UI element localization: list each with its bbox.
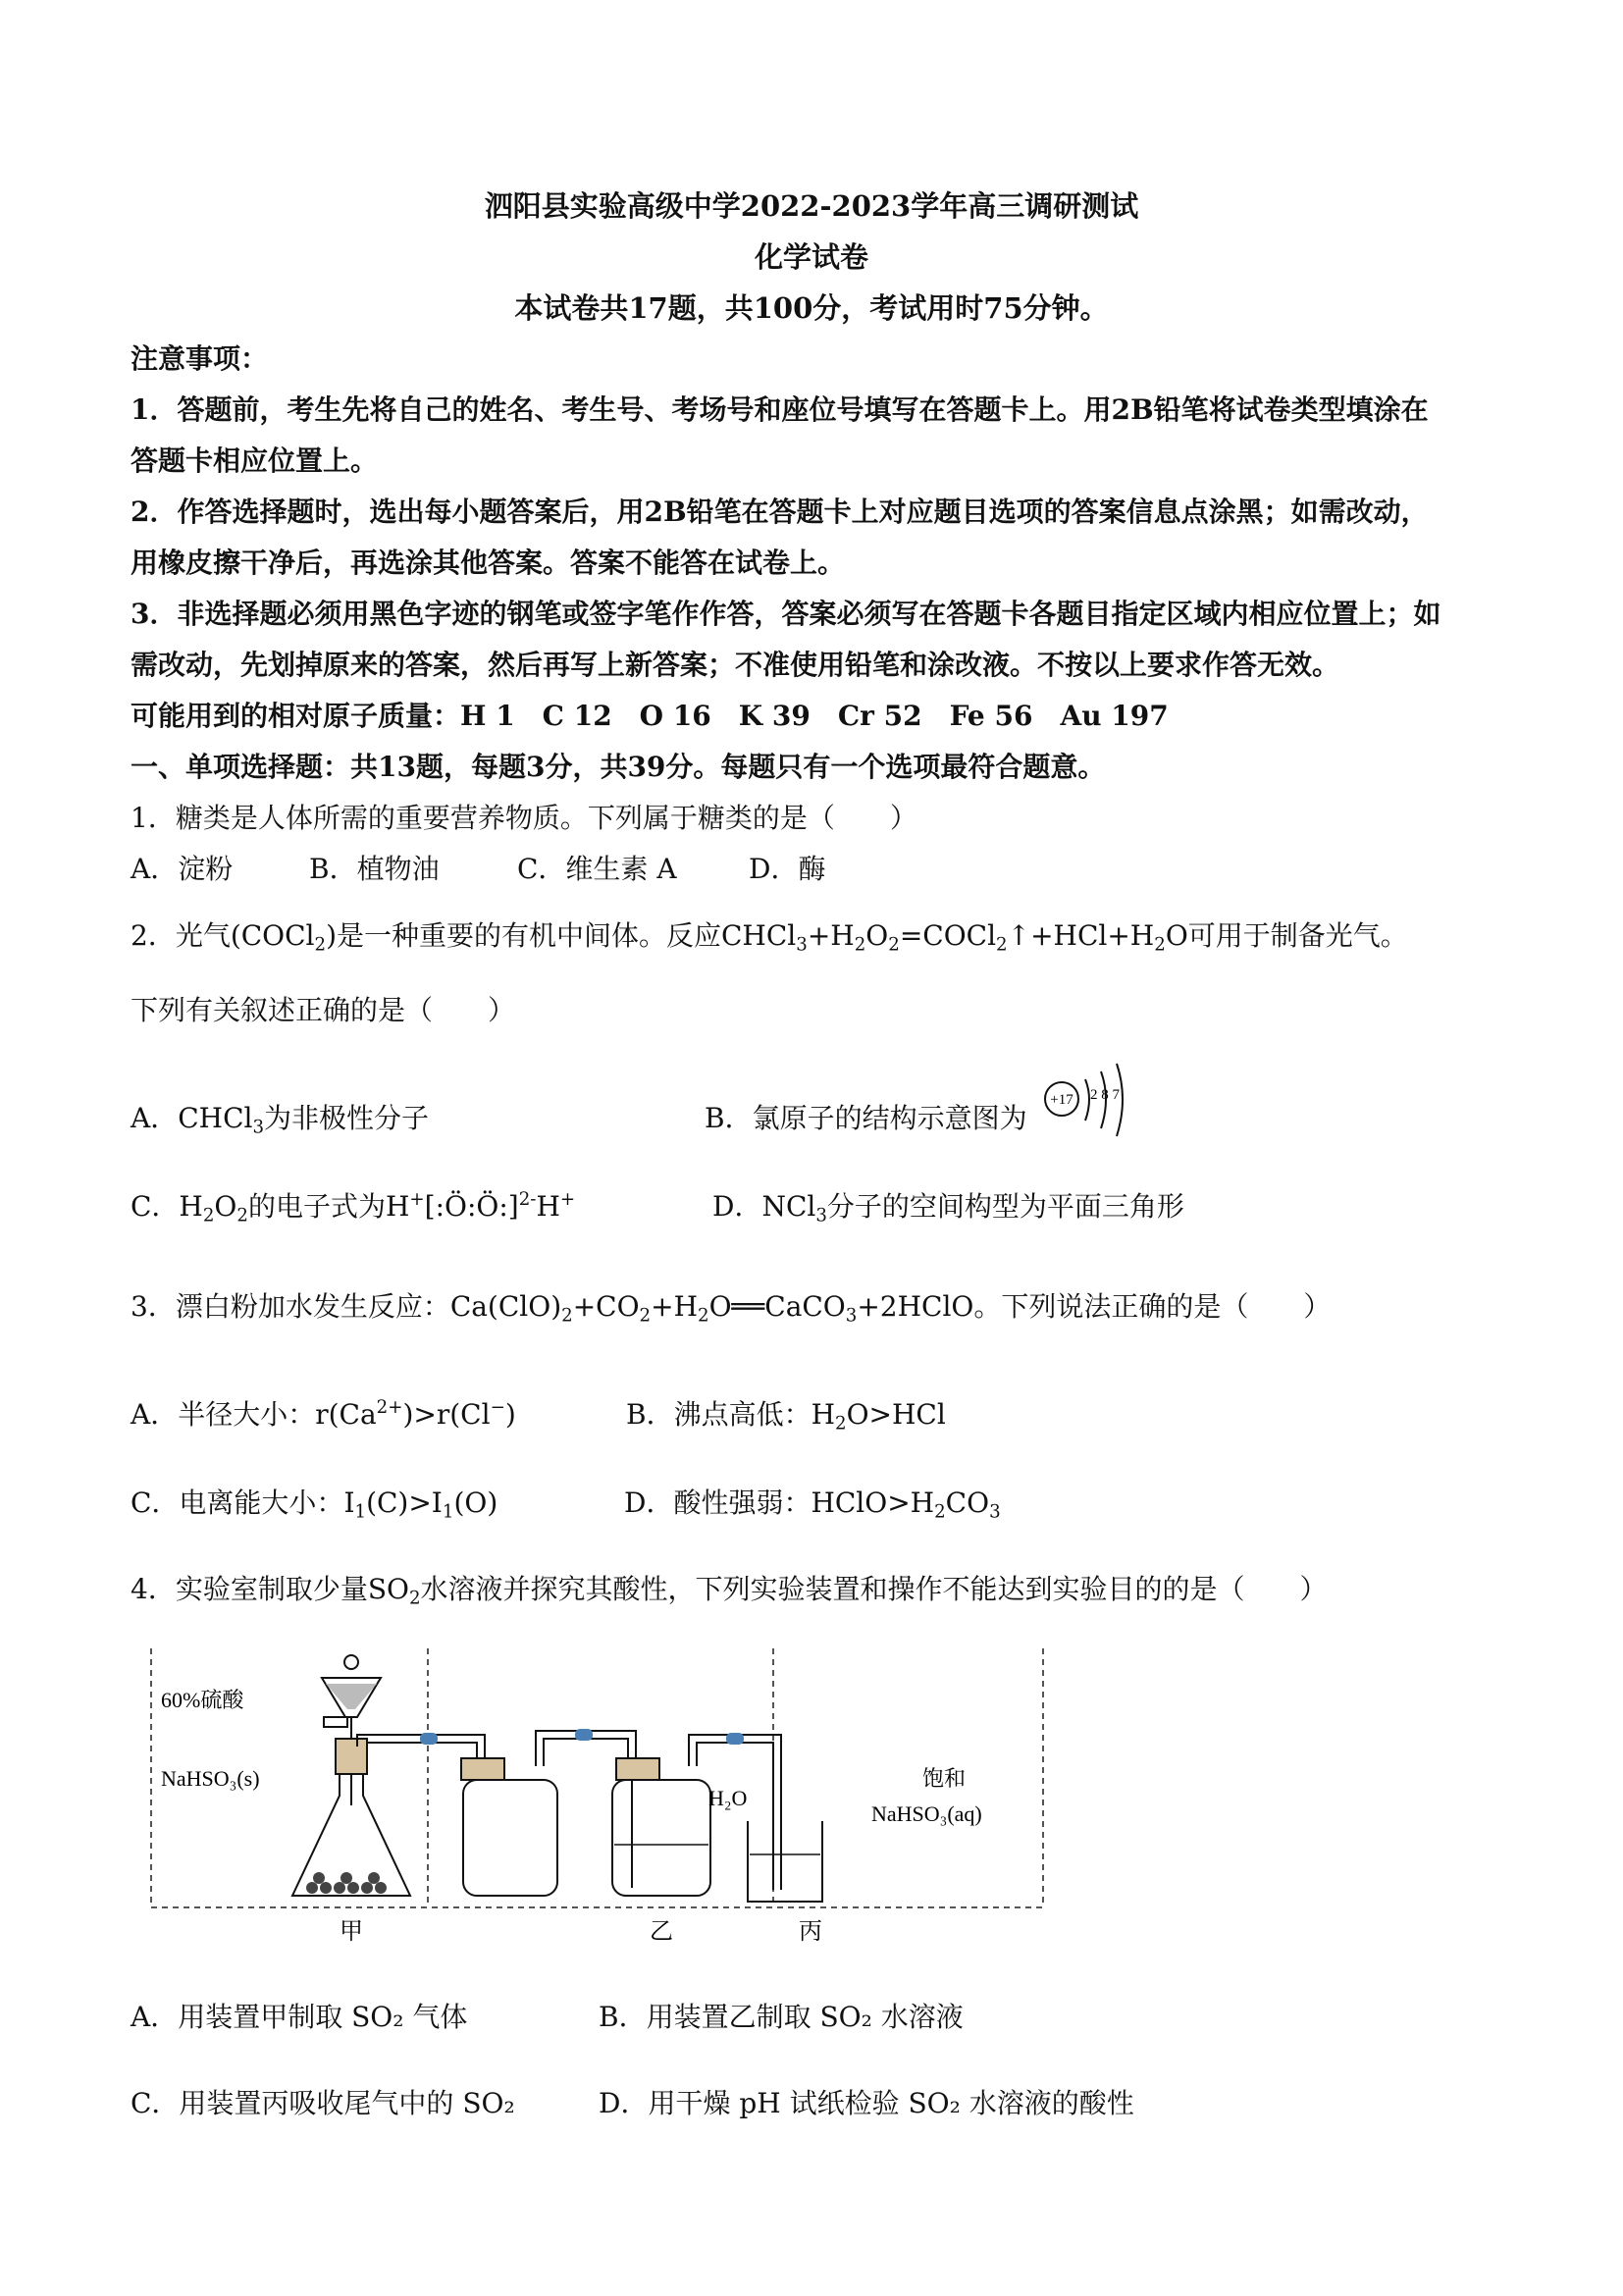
q3-option-a[interactable]: A．半径大小：$r(Ca^{2+})>r(Cl^-)$ — [131, 1397, 516, 1431]
q1-option-b[interactable]: B．植物油 — [309, 853, 440, 885]
q3-option-b-text: B．沸点高低： — [626, 1398, 812, 1431]
q2-option-a[interactable]: A．CHCl$_3$为非极性分子 — [131, 1102, 430, 1138]
q2-option-d[interactable]: D．NCl$_3$分子的空间构型为平面三角形 — [712, 1190, 1184, 1226]
q2-option-c[interactable]: C．$H_2O_2$的电子式为H+[:Ö:Ö:]$^{2-}$H+ — [131, 1189, 576, 1226]
notice-item-2b: 用橡皮擦干净后，再选涂其他答案。答案不能答在试卷上。 — [131, 547, 846, 579]
q4-option-c[interactable]: C．用装置丙吸收尾气中的 SO₂ — [131, 2087, 515, 2119]
fig-label-saturated: 饱和 — [922, 1766, 967, 1791]
q1-option-d[interactable]: D．酶 — [749, 853, 826, 885]
chlorine-shells-label: 2 8 7 — [1090, 1087, 1120, 1103]
notice-item-1b: 答题卡相应位置上。 — [131, 444, 379, 477]
q3-option-d-text: D．酸性强弱： — [624, 1487, 812, 1519]
q2-option-b[interactable] — [705, 1099, 1027, 1138]
atomic-mass: 可能用到的相对原子质量：H 1 C 12 O 16 K 39 Cr 52 Fe 56 Au 197 — [131, 700, 1169, 732]
section-heading: 一、单项选择题：共13题，每题3分，共39分。每题只有一个选项最符合题意。 — [131, 751, 1106, 783]
q4-option-d[interactable]: D．用干燥 pH 试纸检验 SO₂ 水溶液的酸性 — [599, 2087, 1134, 2119]
exam-title: 泗阳县实验高级中学2022-2023学年高三调研测试 — [484, 189, 1139, 223]
fig-label-bing: 丙 — [799, 1919, 822, 1945]
q3-option-c[interactable]: C．电离能大小：$I_1(C)>I_1(O)$ — [131, 1487, 498, 1523]
q1-stem: 1．糖类是人体所需的重要营养物质。下列属于糖类的是（ ） — [131, 802, 917, 834]
q1-option-c[interactable]: C．维生素 A — [517, 853, 677, 885]
exam-subject: 化学试卷 — [754, 240, 868, 274]
fig-label-solid: NaHSO₃(s) — [161, 1766, 260, 1791]
notice-heading: 注意事项： — [131, 342, 269, 375]
notice-item-1a: 1．答题前，考生先将自己的姓名、考生号、考场号和座位号填写在答题卡上。用2B铅笔将试卷类型填涂在 — [131, 393, 1429, 426]
fig-label-water: H₂O — [708, 1786, 748, 1810]
fig-label-jia: 甲 — [340, 1919, 363, 1945]
fig-label-solution: NaHSO₃(aq) — [871, 1801, 982, 1826]
fig-label-yi: 乙 — [650, 1919, 673, 1945]
q3-option-b[interactable]: B．沸点高低：$H_2O>HCl$ — [626, 1398, 946, 1435]
q3-option-c-text: C．电离能大小： — [131, 1487, 344, 1519]
fig-label-acid: 60%硫酸 — [161, 1688, 244, 1712]
q3-stem: 3．漂白粉加水发生反应：$Ca(ClO)_2+CO_2+H_2O══CaCO_3+2HClO$。下列说法正确的是（ ） — [131, 1290, 1332, 1327]
q2-option-d-text: 分子的空间构型为平面三角形 — [826, 1190, 1184, 1223]
q1-option-a[interactable]: A．淀粉 — [131, 853, 234, 885]
q2-stem-line2: 下列有关叙述正确的是（ ） — [131, 994, 516, 1026]
q3-option-a-text: A．半径大小： — [131, 1398, 316, 1431]
q2-option-c-text: 的电子式为 — [247, 1190, 386, 1223]
notice-item-3b: 需改动，先划掉原来的答案，然后再写上新答案；不准使用铅笔和涂改液。不按以上要求作答无效。 — [131, 649, 1340, 681]
chlorine-nucleus-label: +17 — [1050, 1092, 1073, 1108]
notice-item-3a: 3．非选择题必须用黑色字迹的钢笔或签字笔作作答，答案必须写在答题卡各题目指定区域内相应位置上；如 — [131, 598, 1441, 630]
notice-item-2a: 2．作答选择题时，选出每小题答案后，用2B铅笔在答题卡上对应题目选项的答案信息点涂黑；如需改动， — [131, 496, 1429, 528]
q1-options — [131, 850, 825, 889]
q3-stem-text: 。下列说法正确的是（ ） — [973, 1290, 1332, 1323]
q2-option-b-text: B．氯原子的结构示意图为 — [705, 1102, 1027, 1134]
q2-option-a-text: 为非极性分子 — [264, 1102, 430, 1134]
q2-stem: 2．光气(COCl$_2$)是一种重要的有机中间体。反应$CHCl_3+H_2O_2=COCl_2↑+HCl+H_2O$可用于制备光气。 — [131, 919, 1408, 956]
q4-stem: 4．实验室制取少量$SO_2$水溶液并探究其酸性，下列实验装置和操作不能达到实验目的的是（ ） — [131, 1573, 1328, 1609]
q4-stem-text: 水溶液并探究其酸性，下列实验装置和操作不能达到实验目的的是（ ） — [420, 1573, 1328, 1605]
q4-option-a[interactable]: A．用装置甲制取 SO₂ 气体 — [131, 2001, 468, 2033]
q4-apparatus-figure — [147, 1648, 1050, 1962]
q3-option-d[interactable]: D．酸性强弱：$HClO>H_2CO_3$ — [624, 1487, 1001, 1523]
q4-option-b[interactable]: B．用装置乙制取 SO₂ 水溶液 — [599, 2001, 964, 2033]
exam-summary: 本试卷共17题，共100分，考试用时75分钟。 — [514, 291, 1109, 325]
chlorine-atom-diagram — [1038, 1050, 1146, 1138]
